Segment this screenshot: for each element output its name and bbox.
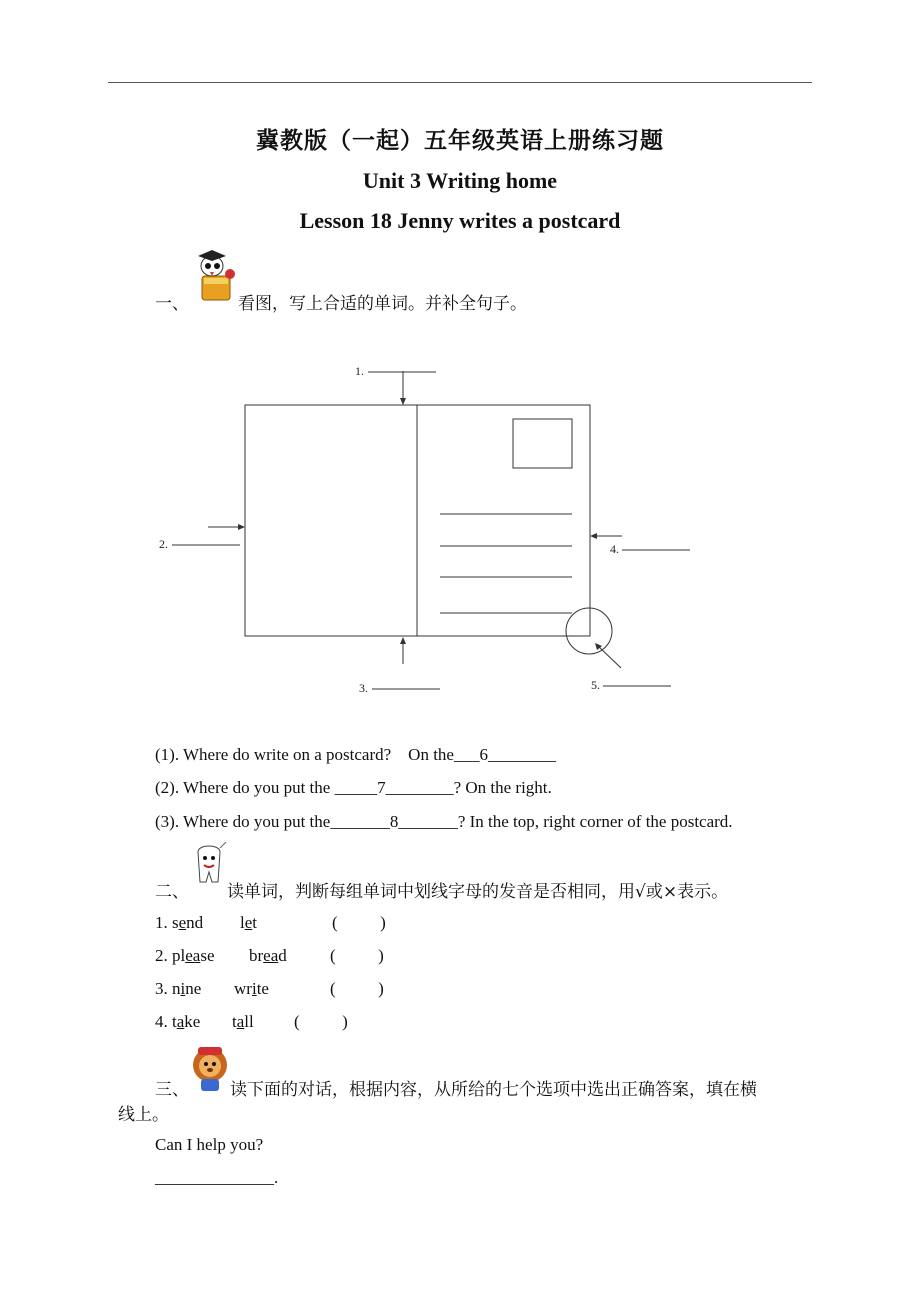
arrowhead-2 — [238, 524, 245, 530]
blank-number: 6 — [479, 745, 488, 764]
stamp-box — [513, 419, 572, 468]
section3-instruction-line1: 读下面的对话，根据内容，从所给的七个选项中选出正确答案，填在横 — [230, 1080, 757, 1100]
question-suffix: ? On the right. — [453, 778, 552, 797]
answer-paren[interactable]: ( ) — [330, 979, 384, 998]
diagram-label-2: 2. — [159, 537, 168, 551]
section1-instruction: 看图，写上合适的单词。并补全句子。 — [238, 294, 527, 314]
word-2: bread — [249, 946, 287, 965]
dialogue-line-1: Can I help you? — [155, 1135, 264, 1154]
phonics-item-1 — [155, 913, 386, 933]
word-2: tall — [232, 1012, 254, 1031]
answer-paren[interactable]: ( ) — [294, 1012, 348, 1031]
word-1: nine — [172, 979, 202, 998]
word-2: let — [240, 913, 258, 932]
diagram-label-1: 1. — [355, 364, 364, 378]
dialogue-answer-blank[interactable]: ______________. — [155, 1168, 279, 1187]
phonics-item-2 — [155, 946, 384, 966]
item-number: 1. — [155, 913, 168, 932]
phonics-item-3 — [155, 979, 384, 999]
section3-instruction-line2: 线上。 — [118, 1105, 169, 1125]
diagram-label-3: 3. — [359, 681, 368, 695]
arrow-5 — [597, 645, 621, 668]
diagram-label-4: 4. — [610, 542, 619, 556]
question-2-text: (2). Where do you put the — [155, 778, 335, 797]
question-1-text: (1). Where do write on a postcard? On the — [155, 745, 454, 764]
answer-paren[interactable]: ( ) — [330, 946, 384, 965]
answer-paren[interactable]: ( ) — [332, 913, 386, 932]
word-1: send — [172, 913, 204, 932]
unit-title: Unit 3 Writing home — [362, 168, 558, 193]
question-2 — [155, 778, 552, 798]
word-1: take — [172, 1012, 201, 1031]
section2-instruction: 读单词，判断每组单词中划线字母的发音是否相同，用√或×表示。 — [227, 882, 729, 902]
blank-number: 7 — [377, 778, 386, 797]
page-title-cn: 冀教版（一起）五年级英语上册练习题 — [256, 127, 664, 154]
blank[interactable]: _______ — [330, 812, 390, 831]
postcard-diagram — [150, 358, 710, 703]
section3-number: 三、 — [155, 1080, 189, 1100]
word-2: write — [234, 979, 269, 998]
item-number: 2. — [155, 946, 168, 965]
item-number: 4. — [155, 1012, 168, 1031]
question-3-text: (3). Where do you put the — [155, 812, 331, 831]
word-1: please — [172, 946, 215, 965]
blank[interactable]: ________ — [385, 778, 454, 797]
arrowhead-3 — [400, 637, 406, 644]
tooth-character-icon — [190, 842, 228, 894]
section1-number: 一、 — [155, 294, 189, 314]
phonics-item-4 — [155, 1012, 348, 1032]
lion-character-icon — [190, 1045, 230, 1093]
blank[interactable]: _____ — [334, 778, 378, 797]
owl-teacher-icon — [190, 248, 238, 306]
lesson-title: Lesson 18 Jenny writes a postcard — [299, 208, 621, 233]
item-number: 3. — [155, 979, 168, 998]
corner-circle — [566, 608, 612, 654]
blank[interactable]: _______ — [398, 812, 458, 831]
top-rule — [108, 82, 812, 83]
blank[interactable]: ________ — [487, 745, 556, 764]
diagram-label-5: 5. — [591, 678, 600, 692]
section2-number: 二、 — [155, 882, 189, 902]
question-suffix: ? In the top, right corner of the postcard. — [457, 812, 733, 831]
blank[interactable]: ___ — [453, 745, 480, 764]
arrowhead-4 — [590, 533, 597, 539]
arrowhead-1 — [400, 398, 406, 405]
question-1 — [155, 745, 556, 765]
blank-number: 8 — [389, 812, 399, 831]
question-3 — [155, 812, 733, 832]
